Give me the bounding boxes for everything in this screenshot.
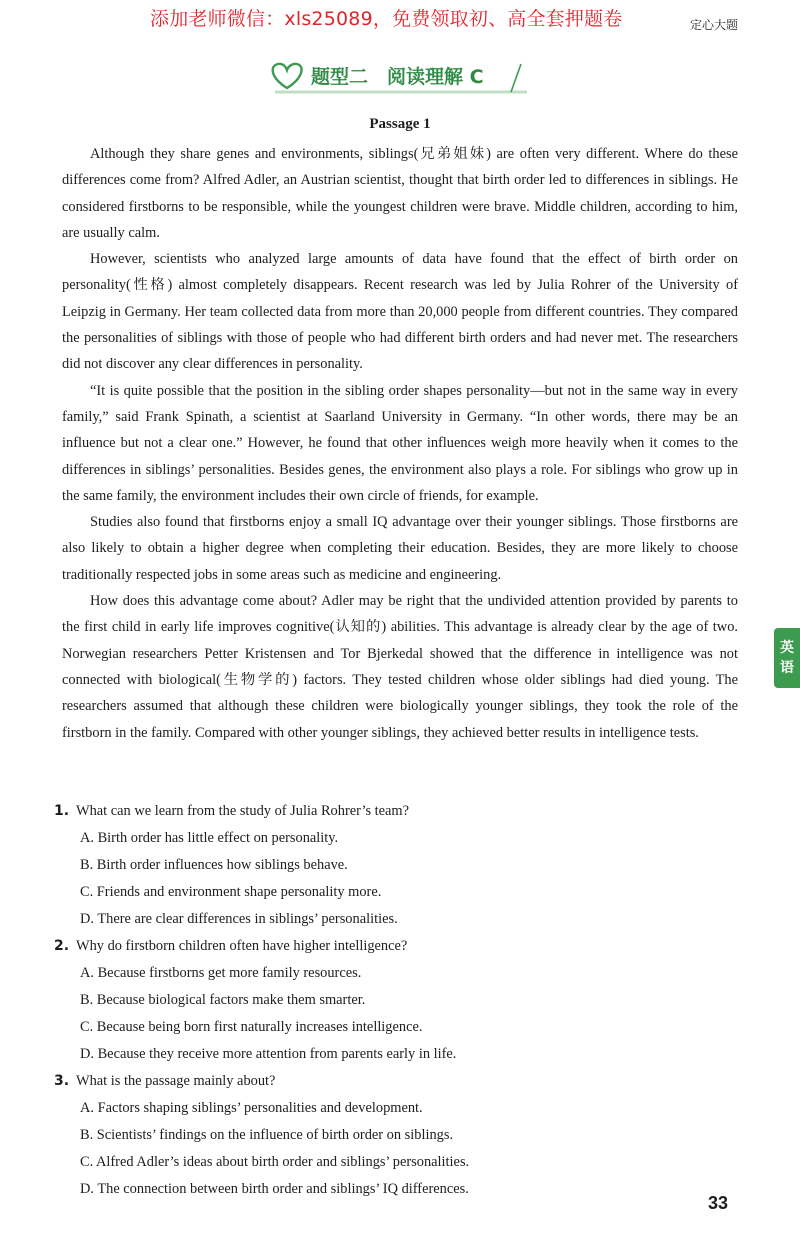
passage-title: Passage 1: [369, 116, 431, 132]
section-banner: [265, 58, 545, 98]
paragraph: However, scientists who analyzed large amounts of data have found that the effect of birth order on personality(性格) almost completely disappears. Recent research was led by Julia Rohrer of the University of Leipzig in Germany. Her team collected data from more than 20,000 people from different countries. They compared the personalities of siblings with those of people who had different birth orders and had never met. The researchers did not discover any clear differences in personality.: [62, 251, 738, 373]
option-b: B. Scientists’ findings on the influence of birth order on siblings.: [80, 1127, 454, 1143]
paragraph: How does this advantage come about? Adler may be right that the undivided attention provided by parents to the first child in early life improves cognitive(认知的) abilities. This advantage is already clear by the age of two. Norwegian researchers Petter Kristensen and Tor Bjerkedal showed that the difference in intelligence was not connected with biological(生物学的) factors. They tested children whose older siblings had died young. The researchers assumed that although these children were biologically younger siblings, they took the role of the firstborn in the family. Compared with other younger siblings, they achieved better results in intelligence tests.: [62, 593, 738, 741]
option-a: A. Birth order has little effect on personality.: [80, 830, 339, 846]
question-list: [54, 798, 738, 1203]
option-d: D. There are clear differences in siblings’ personalities.: [80, 911, 398, 927]
question-number: 2.: [54, 938, 70, 954]
passage-body: [62, 141, 738, 746]
option-b: B. Because biological factors make them smarter.: [80, 992, 366, 1008]
question-2: [54, 933, 738, 1068]
paragraph: “It is quite possible that the position in the sibling order shapes personality—but not in the same way in every family,” said Frank Spinath, a scientist at Saarland University in Germany. “In other words, there may be an influence but not a clear one.” However, he found that other influences weigh more heavily when it comes to the differences in siblings’ personalities. Besides genes, the environment also plays a role. For siblings who grow up in the same family, the environment includes their own circle of friends, for example.: [62, 382, 738, 504]
page-number: 33: [707, 1193, 728, 1213]
option-a: A. Factors shaping siblings’ personalities and development.: [80, 1100, 423, 1116]
paragraph: Although they share genes and environments, siblings(兄弟姐妹) are often very different. Where do these differences come from? Alfred Adler, an Austrian scientist, thought that birth order led to differences in siblings. He considered firstborns to be responsible, while the youngest children were brave. Middle children, according to him, are usually calm.: [62, 146, 738, 241]
question-number: 3.: [54, 1073, 70, 1089]
subject-side-tab: [774, 628, 800, 688]
side-tab-char: 英: [780, 640, 794, 656]
running-head: 定心大题: [689, 18, 738, 32]
option-d: D. Because they receive more attention from parents early in life.: [80, 1046, 457, 1062]
option-c: C. Friends and environment shape personality more.: [80, 884, 382, 900]
option-d: D. The connection between birth order and siblings’ IQ differences.: [80, 1181, 469, 1197]
question-stem: What can we learn from the study of Julia Rohrer’s team?: [76, 803, 410, 819]
question-stem: What is the passage mainly about?: [76, 1073, 276, 1089]
question-3: [54, 1068, 738, 1203]
option-b: B. Birth order influences how siblings behave.: [80, 857, 348, 873]
side-tab-char: 语: [780, 660, 794, 676]
question-number: 1.: [54, 803, 70, 819]
question-stem: Why do firstborn children often have higher intelligence?: [76, 938, 408, 954]
option-c: C. Alfred Adler’s ideas about birth order and siblings’ personalities.: [80, 1154, 470, 1170]
option-c: C. Because being born first naturally increases intelligence.: [80, 1019, 423, 1035]
option-a: A. Because firstborns get more family resources.: [80, 965, 362, 981]
watermark-text: 添加老师微信：xls25089，免费领取初、高全套押题卷: [150, 8, 623, 30]
paragraph: Studies also found that firstborns enjoy a small IQ advantage over their younger siblings. Those firstborns are also likely to obtain a higher degree when completing their education. Besides, they are more likely to choose traditionally respected jobs in some areas such as medicine and engineering.: [62, 514, 738, 583]
question-1: [54, 798, 738, 933]
section-title: 题型二 阅读理解 C: [311, 66, 484, 88]
